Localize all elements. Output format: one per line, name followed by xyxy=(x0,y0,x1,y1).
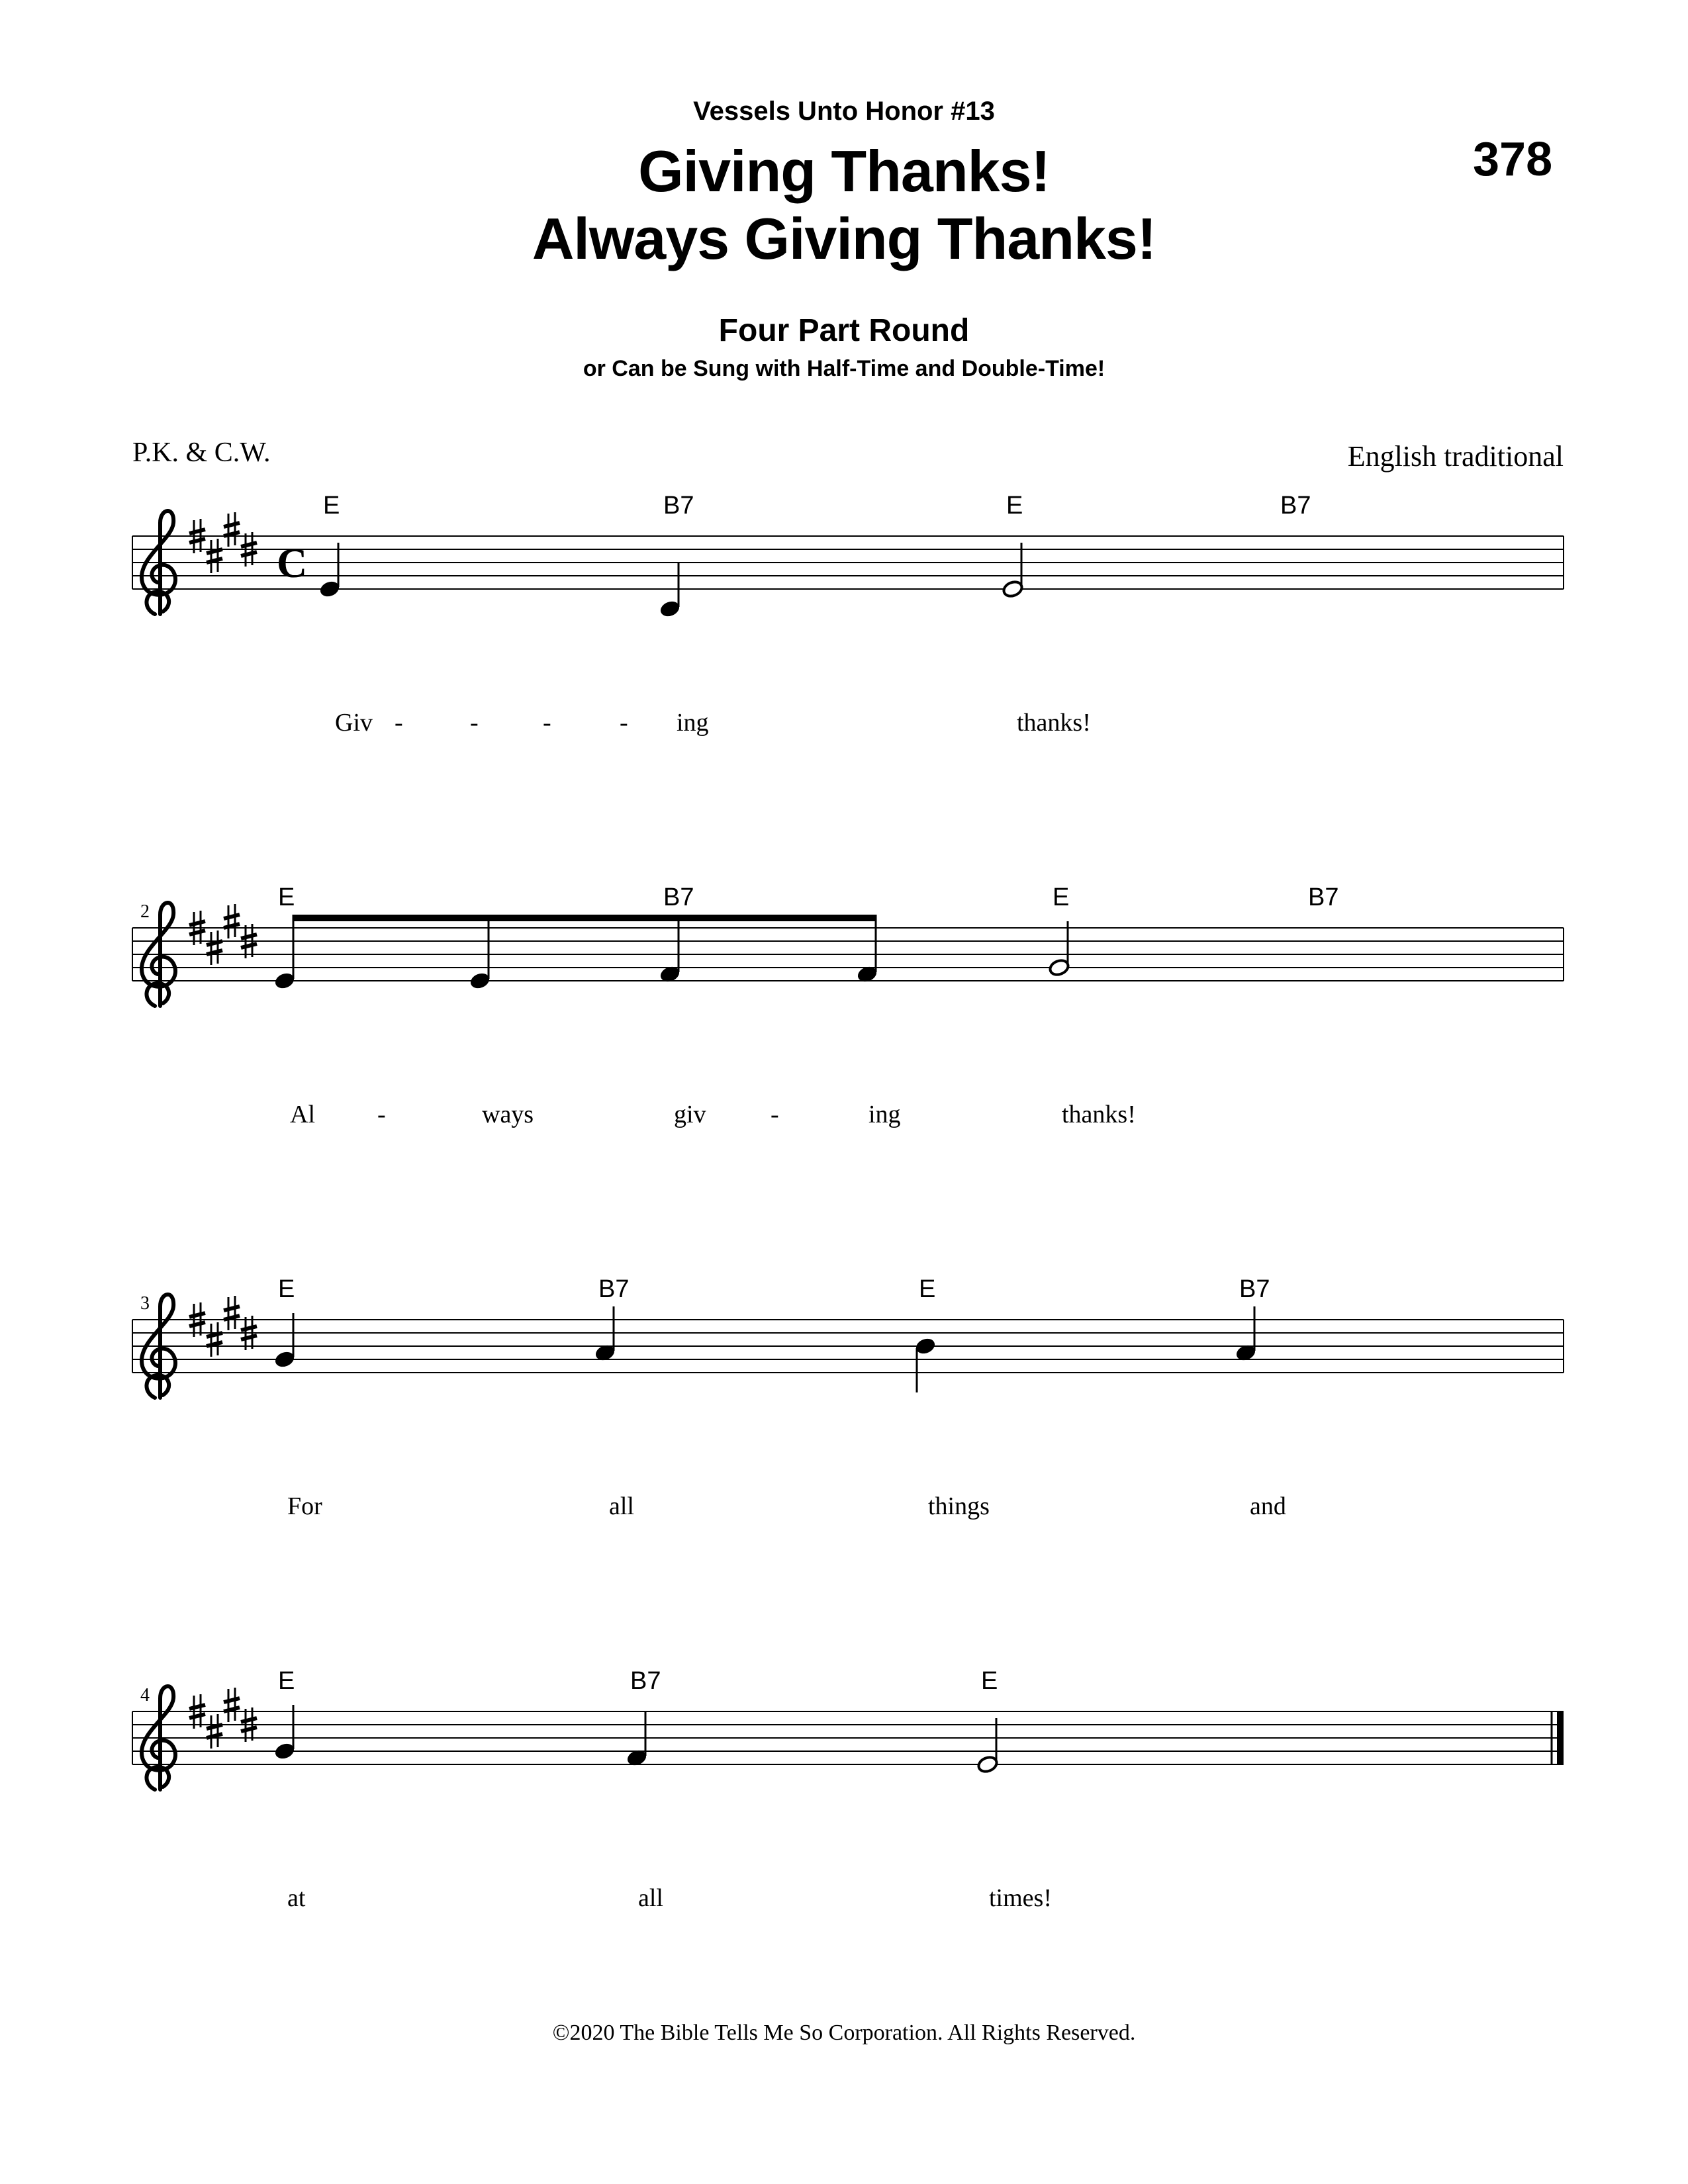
staff-system xyxy=(132,884,1564,1128)
chord-symbol: E xyxy=(278,1275,295,1303)
lyric-syllable: at xyxy=(287,1884,306,1912)
chord-symbol: B7 xyxy=(630,1667,661,1695)
lyric-syllable: all xyxy=(609,1492,634,1520)
chord-symbol: B7 xyxy=(663,492,694,520)
chord-symbol: B7 xyxy=(1308,884,1339,911)
song-title-line-1: Giving Thanks! xyxy=(638,138,1050,204)
lyric-syllable: giv xyxy=(674,1101,706,1128)
chord-symbol: E xyxy=(919,1275,936,1303)
chord-symbol: E xyxy=(278,1667,295,1695)
chord-symbol: E xyxy=(323,492,340,520)
chord-symbol: B7 xyxy=(663,884,694,911)
sharp-icon xyxy=(224,1296,240,1330)
lyric-syllable: - xyxy=(395,709,403,737)
lyric-syllable: and xyxy=(1250,1492,1286,1520)
staff-system xyxy=(132,492,1564,737)
lyric-syllable: - xyxy=(620,709,628,737)
words-credit: P.K. & C.W. xyxy=(132,437,271,468)
sharp-icon xyxy=(207,1322,222,1357)
sharp-icon xyxy=(207,1714,222,1749)
lyric-syllable: ing xyxy=(677,709,709,737)
series-label: Vessels Unto Honor #13 xyxy=(693,97,995,126)
chord-symbol: E xyxy=(1053,884,1070,911)
measure-number: 2 xyxy=(140,901,150,922)
lyric-syllable: - xyxy=(771,1101,779,1128)
sharp-icon xyxy=(224,904,240,938)
chord-symbol: E xyxy=(981,1667,998,1695)
sharp-icon xyxy=(207,931,222,965)
sharp-icon xyxy=(224,512,240,547)
lyric-syllable: thanks! xyxy=(1062,1101,1136,1128)
sharp-icon xyxy=(207,539,222,573)
lyric-syllable: all xyxy=(638,1884,663,1912)
final-barline-thick xyxy=(1557,1711,1564,1764)
time-signature: C xyxy=(277,539,308,586)
eighth-beam xyxy=(293,915,877,921)
measure-number: 4 xyxy=(140,1685,150,1706)
lyric-syllable: - xyxy=(470,709,479,737)
copyright-notice: ©2020 The Bible Tells Me So Corporation. All Rights Reserved. xyxy=(552,2021,1136,2045)
lyric-syllable: thanks! xyxy=(1017,709,1091,737)
chord-symbol: B7 xyxy=(1239,1275,1270,1303)
lyric-syllable: Al xyxy=(290,1101,315,1128)
chord-symbol: E xyxy=(278,884,295,911)
measure-number: 3 xyxy=(140,1293,150,1314)
subtitle: Four Part Round xyxy=(718,313,970,348)
lyric-syllable: - xyxy=(377,1101,386,1128)
lyric-syllable: things xyxy=(928,1492,990,1520)
chord-symbol: E xyxy=(1006,492,1023,520)
lyric-syllable: times! xyxy=(989,1884,1052,1912)
subtitle-note: or Can be Sung with Half-Time and Double-Time! xyxy=(583,356,1105,381)
lyric-syllable: ways xyxy=(482,1101,534,1128)
staff-system xyxy=(132,1667,1564,1912)
lyric-syllable: Giv xyxy=(335,709,373,737)
staff-system xyxy=(132,1275,1564,1520)
lyric-syllable: - xyxy=(543,709,551,737)
sharp-icon xyxy=(224,1688,240,1722)
hymn-number: 378 xyxy=(1473,133,1553,186)
lyric-syllable: For xyxy=(287,1492,322,1520)
chord-symbol: B7 xyxy=(1280,492,1311,520)
music-credit: English traditional xyxy=(1347,440,1564,473)
lyric-syllable: ing xyxy=(868,1101,901,1128)
chord-symbol: B7 xyxy=(598,1275,630,1303)
song-title-line-2: Always Giving Thanks! xyxy=(532,206,1156,271)
